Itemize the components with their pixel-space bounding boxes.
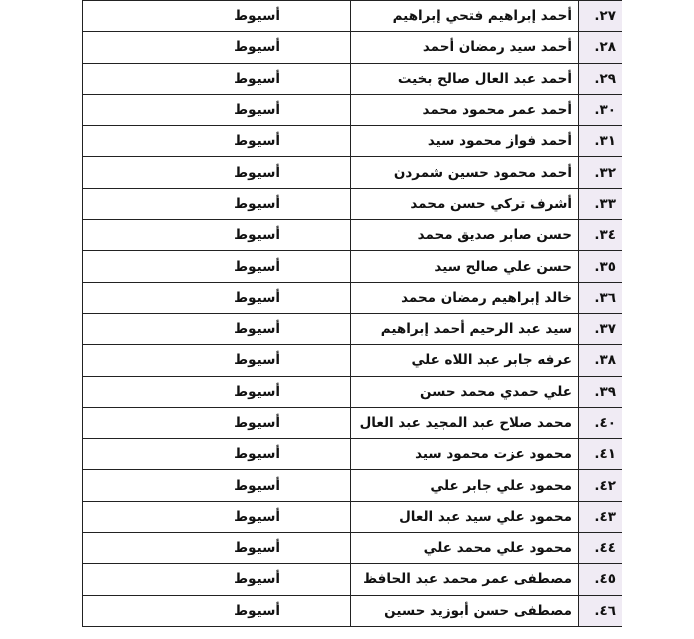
table-row: [83, 313, 623, 344]
row-governorate: أسيوط: [83, 313, 351, 344]
row-governorate: أسيوط: [83, 595, 351, 626]
table-row: [83, 157, 623, 188]
row-number: ٤٢.: [579, 470, 623, 501]
row-name: مصطفى حسن أبوزيد حسين: [351, 595, 579, 626]
names-table-body: [83, 1, 623, 627]
row-governorate: أسيوط: [83, 345, 351, 376]
table-row: [83, 501, 623, 532]
row-number: ٢٧.: [579, 1, 623, 32]
table-row: [83, 376, 623, 407]
row-governorate: أسيوط: [83, 94, 351, 125]
row-name: أحمد فواز محمود سيد: [351, 126, 579, 157]
row-name: أحمد سيد رمضان أحمد: [351, 32, 579, 63]
row-number: ٣١.: [579, 126, 623, 157]
row-number: ٣٧.: [579, 313, 623, 344]
row-name: محمد صلاح عبد المجيد عبد العال: [351, 407, 579, 438]
row-name: خالد إبراهيم رمضان محمد: [351, 282, 579, 313]
row-name: محمود عزت محمود سيد: [351, 439, 579, 470]
row-governorate: أسيوط: [83, 32, 351, 63]
row-name: أحمد عمر محمود محمد: [351, 94, 579, 125]
table-row: [83, 63, 623, 94]
table-row: [83, 595, 623, 626]
row-number: ٣٢.: [579, 157, 623, 188]
row-name: أحمد إبراهيم فتحي إبراهيم: [351, 1, 579, 32]
table-row: [83, 188, 623, 219]
row-governorate: أسيوط: [83, 470, 351, 501]
row-governorate: أسيوط: [83, 220, 351, 251]
row-governorate: أسيوط: [83, 1, 351, 32]
table-row: [83, 345, 623, 376]
row-name: سيد عبد الرحيم أحمد إبراهيم: [351, 313, 579, 344]
row-governorate: أسيوط: [83, 533, 351, 564]
row-governorate: أسيوط: [83, 63, 351, 94]
row-number: ٣٥.: [579, 251, 623, 282]
row-number: ٢٨.: [579, 32, 623, 63]
row-number: ٢٩.: [579, 63, 623, 94]
row-name: محمود علي سيد عبد العال: [351, 501, 579, 532]
row-governorate: أسيوط: [83, 282, 351, 313]
row-number: ٣٠.: [579, 94, 623, 125]
row-name: حسن علي صالح سيد: [351, 251, 579, 282]
table-row: [83, 32, 623, 63]
names-table: [82, 0, 622, 627]
row-number: ٣٦.: [579, 282, 623, 313]
row-governorate: أسيوط: [83, 126, 351, 157]
row-name: أحمد محمود حسين شمردن: [351, 157, 579, 188]
table-row: [83, 533, 623, 564]
row-governorate: أسيوط: [83, 251, 351, 282]
row-number: ٣٤.: [579, 220, 623, 251]
row-number: ٤٤.: [579, 533, 623, 564]
row-name: محمود علي جابر علي: [351, 470, 579, 501]
table-row: [83, 1, 623, 32]
row-name: محمود علي محمد علي: [351, 533, 579, 564]
row-governorate: أسيوط: [83, 376, 351, 407]
table-row: [83, 407, 623, 438]
row-governorate: أسيوط: [83, 157, 351, 188]
table-row: [83, 470, 623, 501]
row-governorate: أسيوط: [83, 501, 351, 532]
row-name: أشرف تركي حسن محمد: [351, 188, 579, 219]
row-name: أحمد عبد العال صالح بخيت: [351, 63, 579, 94]
row-number: ٤٥.: [579, 564, 623, 595]
row-number: ٣٨.: [579, 345, 623, 376]
row-number: ٣٩.: [579, 376, 623, 407]
row-governorate: أسيوط: [83, 407, 351, 438]
table-row: [83, 439, 623, 470]
row-number: ٣٣.: [579, 188, 623, 219]
names-table-container: [82, 0, 622, 639]
row-number: ٤٦.: [579, 595, 623, 626]
row-name: حسن صابر صديق محمد: [351, 220, 579, 251]
table-row: [83, 564, 623, 595]
table-row: [83, 282, 623, 313]
row-number: ٤٠.: [579, 407, 623, 438]
row-name: علي حمدي محمد حسن: [351, 376, 579, 407]
row-name: مصطفى عمر محمد عبد الحافظ: [351, 564, 579, 595]
row-name: عرفه جابر عبد اللاه علي: [351, 345, 579, 376]
table-row: [83, 251, 623, 282]
table-row: [83, 126, 623, 157]
row-number: ٤٣.: [579, 501, 623, 532]
row-governorate: أسيوط: [83, 564, 351, 595]
row-governorate: أسيوط: [83, 439, 351, 470]
table-row: [83, 94, 623, 125]
row-governorate: أسيوط: [83, 188, 351, 219]
table-row: [83, 220, 623, 251]
row-number: ٤١.: [579, 439, 623, 470]
